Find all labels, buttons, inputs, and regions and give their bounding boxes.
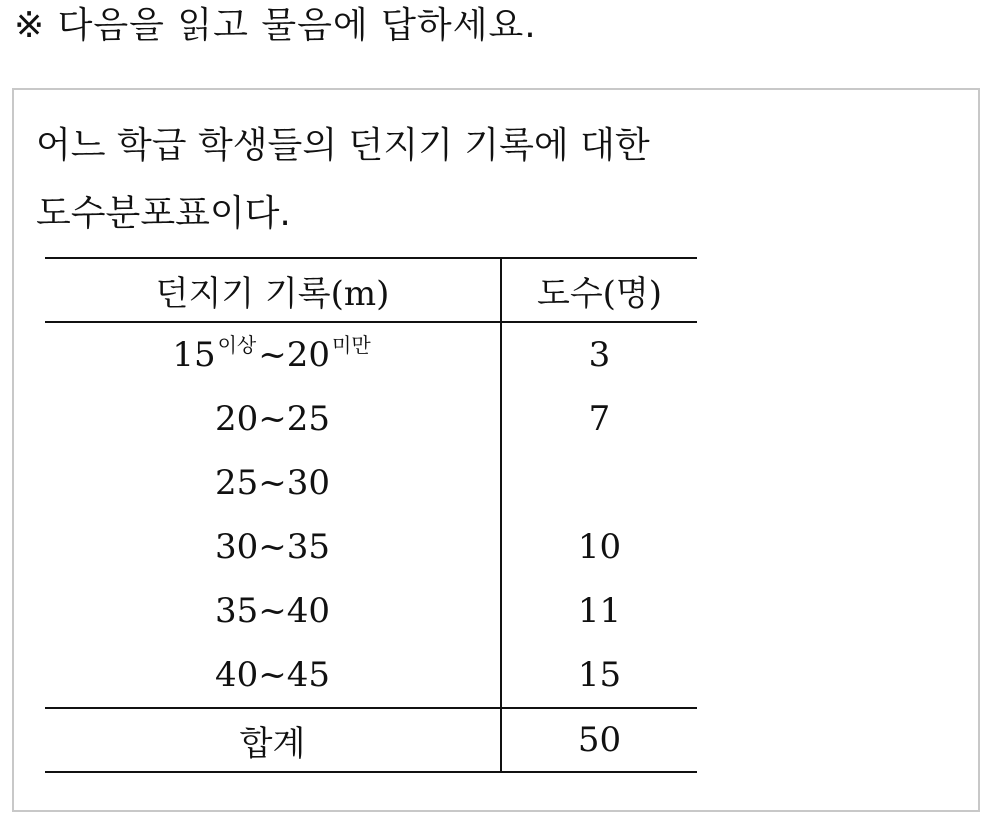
count-cell: 11 [577, 591, 622, 631]
instruction-text: ※ 다음을 읽고 물음에 답하세요. [14, 5, 537, 46]
passage-line-1: 어느 학급 학생들의 던지기 기록에 대한 [36, 125, 650, 166]
range-end-qualifier: 미만 [332, 333, 371, 357]
range-cell: 25~30 [45, 451, 501, 515]
passage-box [12, 88, 980, 812]
header-count: 도수(명) [501, 258, 697, 322]
table-row [45, 643, 697, 708]
range-cell: 35~40 [45, 579, 501, 643]
range-cell [45, 322, 501, 387]
range-cell: 30~35 [45, 515, 501, 579]
count-cell: 10 [577, 527, 622, 567]
range-cell: 40~45 [45, 643, 501, 708]
table-header-row [45, 258, 697, 322]
count-cell: 3 [588, 335, 611, 375]
range-start-qualifier: 이상 [217, 333, 257, 357]
count-cell: 7 [588, 399, 611, 439]
range-end: 20 [286, 335, 331, 375]
total-label: 합계 [45, 708, 501, 772]
table-row [45, 579, 697, 643]
range-start: 15 [172, 335, 216, 375]
table-row [45, 451, 697, 515]
table-row [45, 322, 697, 387]
count-cell: 15 [577, 655, 622, 695]
header-range: 던지기 기록(m) [45, 258, 501, 322]
passage-line-2: 도수분포표이다. [36, 193, 291, 234]
range-separator: ~ [258, 335, 287, 375]
table-row [45, 387, 697, 451]
table-total-row [45, 708, 697, 772]
range-cell: 20~25 [45, 387, 501, 451]
table-row [45, 515, 697, 579]
frequency-table [45, 257, 697, 773]
passage-text [36, 112, 650, 248]
count-cell-blank [501, 451, 697, 515]
total-count: 50 [501, 708, 697, 772]
